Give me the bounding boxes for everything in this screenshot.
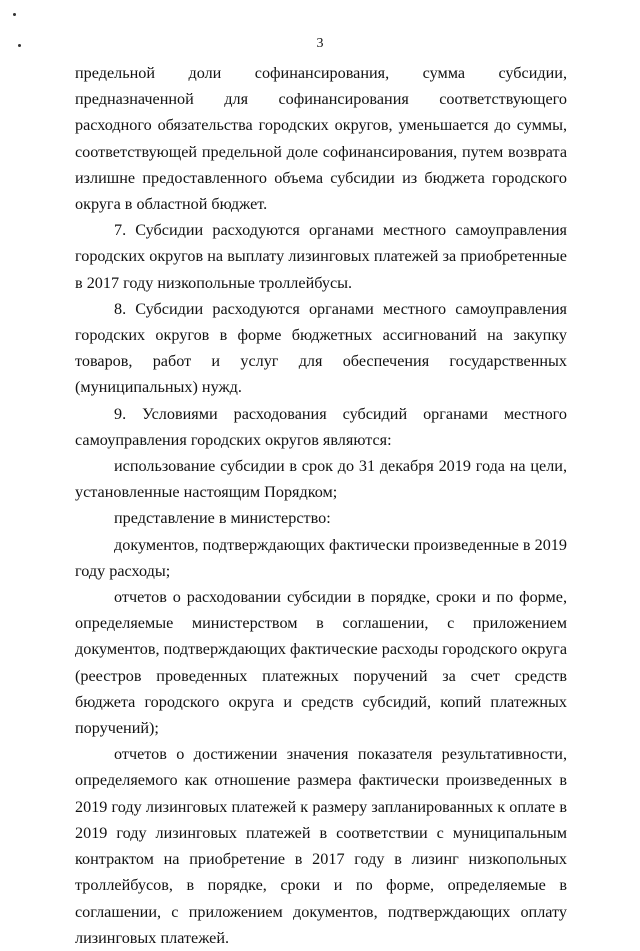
document-body — [75, 60, 567, 951]
paragraph-submission: представление в министерство: — [114, 509, 331, 528]
paragraph-performance-reports: отчетов о достижении значения показателя результативности, определяемого как отношение размера фактически произведенных в 2019 году лизинговых платежей к размеру запланированных к оплате в 2019 году лизинговых платежей в соответствии с муниципальным контрактом на приобретение в 2017 году в лизинг низкопольных троллейбусов, в порядке, сроки и по форме, определяемые в соглашении, с приложением документов, подтверждающих оплату лизинговых платежей. — [75, 745, 567, 947]
paragraph-documents: документов, подтверждающих фактически произведенные в 2019 году расходы; — [75, 535, 567, 580]
page-number: 3 — [316, 36, 324, 51]
paragraph-expense-reports: отчетов о расходовании субсидии в порядке, сроки и по форме, определяемые министерством в соглашении, с приложением документов, подтверждающих фактические расходы городского округа (реестров проведенных платежных поручений за счет средств бюджета городского округа и средств субсидий, копий платежных поручений); — [75, 588, 568, 738]
paragraph-condition-usage: использование субсидии в срок до 31 декабря 2019 года на цели, установленные настоящим Порядком; — [75, 457, 567, 502]
paragraph-item-9: 9. Условиями расходования субсидий органами местного самоуправления городских округов являются: — [75, 404, 567, 449]
paragraph-item-8: 8. Субсидии расходуются органами местного самоуправления городских округов в форме бюджетных ассигнований на закупку товаров, работ и услуг для обеспечения государственных (муниципальных) нужд. — [75, 299, 567, 397]
paragraph-continuation: предельной доли софинансирования, сумма субсидии, предназначенной для софинансирования соответствующего расходного обязательства городских округов, уменьшается до суммы, соответствующей предельной доле софинансирования, путем возврата излишне предоставленного объема субсидии из бюджета городского округа в областной бюджет. — [75, 64, 567, 214]
scan-speck — [13, 13, 16, 16]
paragraph-item-7: 7. Субсидии расходуются органами местного самоуправления городских округов на выплату лизинговых платежей за приобретенные в 2017 году низкопольные троллейбусы. — [75, 221, 567, 292]
